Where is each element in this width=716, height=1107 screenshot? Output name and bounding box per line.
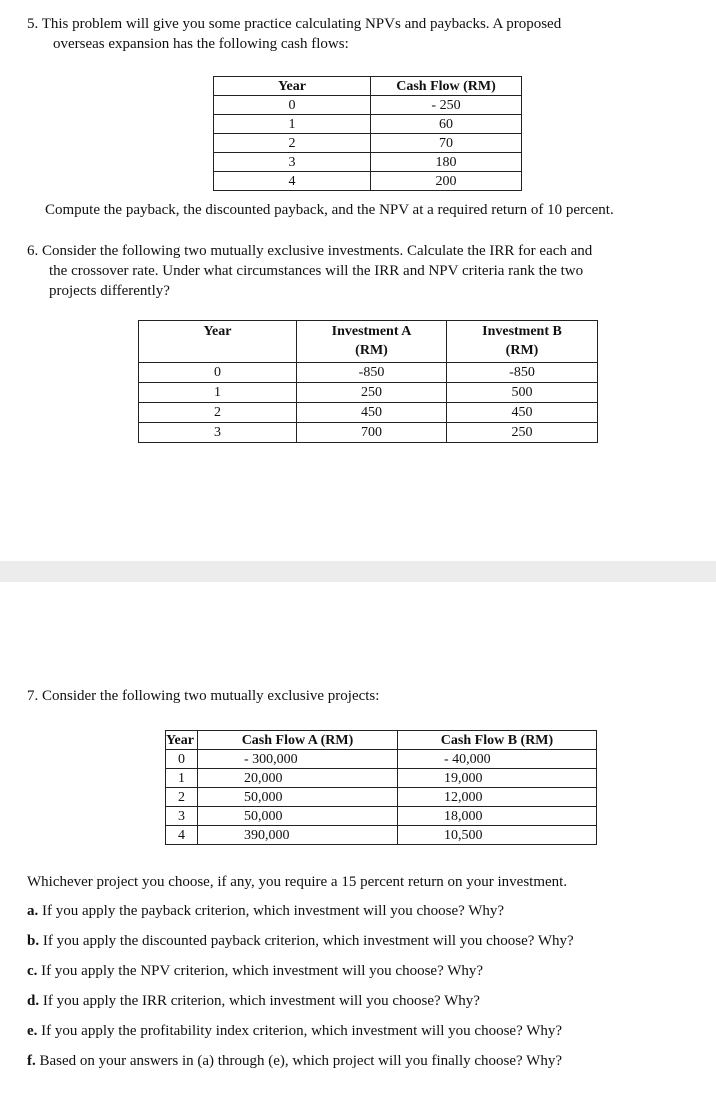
question-7-cash-flow-table xyxy=(165,730,597,845)
header-investment-a xyxy=(297,321,447,363)
table-row xyxy=(139,363,598,383)
investment-b-cell: 500 xyxy=(447,383,598,403)
cash-flow-b-cell: 12,000 xyxy=(398,788,597,807)
part-text: If you apply the discounted payback criterion, which investment will you choose? Why? xyxy=(42,933,574,949)
cash-flow-a-cell: 390,000 xyxy=(198,826,398,845)
question-5-cash-flow-table xyxy=(213,76,522,191)
part-letter: b. xyxy=(27,933,40,949)
year-cell: 1 xyxy=(214,115,371,134)
table-row xyxy=(166,769,597,788)
cash-flow-a-cell: - 300,000 xyxy=(198,750,398,769)
header-year: Year xyxy=(166,731,198,750)
table-header-row xyxy=(166,731,597,750)
table-header-row xyxy=(139,321,598,363)
year-cell: 2 xyxy=(166,788,198,807)
cash-flow-cell: 200 xyxy=(371,172,522,191)
question-6-investment-table xyxy=(138,320,598,443)
year-cell: 0 xyxy=(214,96,371,115)
header-investment-b-unit: (RM) xyxy=(505,343,539,358)
question-5-line-1: 5. This problem will give you some practice calculating NPVs and paybacks. A proposed xyxy=(27,16,562,32)
table-row xyxy=(214,96,522,115)
investment-b-cell: -850 xyxy=(447,363,598,383)
table-row xyxy=(166,750,597,769)
part-letter: a. xyxy=(27,903,39,919)
page-divider xyxy=(0,561,716,582)
year-cell: 4 xyxy=(214,172,371,191)
year-cell: 3 xyxy=(214,153,371,172)
cash-flow-cell: 180 xyxy=(371,153,522,172)
part-letter: f. xyxy=(27,1053,36,1069)
part-text: Based on your answers in (a) through (e), which project will you finally choose? Why? xyxy=(39,1053,562,1069)
table-row xyxy=(139,403,598,423)
part-letter: e. xyxy=(27,1023,38,1039)
part-text: If you apply the profitability index criterion, which investment will you choose? Why? xyxy=(41,1023,563,1039)
table-row xyxy=(214,172,522,191)
header-year-label: Year xyxy=(203,324,232,339)
year-cell: 4 xyxy=(166,826,198,845)
header-cash-flow: Cash Flow (RM) xyxy=(371,77,522,96)
cash-flow-cell: - 250 xyxy=(371,96,522,115)
cash-flow-b-cell: 18,000 xyxy=(398,807,597,826)
question-6-line-1: 6. Consider the following two mutually exclusive investments. Calculate the IRR for each and xyxy=(27,243,593,259)
question-7-part-c xyxy=(27,963,483,980)
cash-flow-cell: 60 xyxy=(371,115,522,134)
investment-a-cell: 700 xyxy=(297,423,447,443)
question-6-line-2: the crossover rate. Under what circumstances will the IRR and NPV criteria rank the two xyxy=(49,263,584,279)
cash-flow-b-cell: 19,000 xyxy=(398,769,597,788)
question-6-line-3: projects differently? xyxy=(49,283,170,299)
table-row xyxy=(139,423,598,443)
table-row xyxy=(214,134,522,153)
question-6-text xyxy=(27,241,697,301)
question-7-requirement: Whichever project you choose, if any, you require a 15 percent return on your investment. xyxy=(27,874,568,890)
cash-flow-a-cell: 50,000 xyxy=(198,788,398,807)
cash-flow-b-cell: 10,500 xyxy=(398,826,597,845)
part-text: If you apply the payback criterion, which investment will you choose? Why? xyxy=(42,903,505,919)
question-7-part-e xyxy=(27,1023,562,1040)
part-letter: d. xyxy=(27,993,40,1009)
year-cell: 3 xyxy=(166,807,198,826)
investment-b-cell: 250 xyxy=(447,423,598,443)
investment-a-cell: 450 xyxy=(297,403,447,423)
part-text: If you apply the IRR criterion, which investment will you choose? Why? xyxy=(42,993,480,1009)
header-investment-b-label: Investment B xyxy=(482,324,562,339)
question-5-text xyxy=(27,14,687,54)
header-year xyxy=(139,321,297,363)
question-7-part-d xyxy=(27,993,480,1010)
investment-a-cell: 250 xyxy=(297,383,447,403)
question-7-intro: 7. Consider the following two mutually exclusive projects: xyxy=(27,688,380,704)
header-cash-flow-a: Cash Flow A (RM) xyxy=(198,731,398,750)
table-row xyxy=(166,807,597,826)
table-row xyxy=(166,788,597,807)
header-investment-a-label: Investment A xyxy=(331,324,412,339)
cash-flow-cell: 70 xyxy=(371,134,522,153)
investment-b-cell: 450 xyxy=(447,403,598,423)
question-5-instruction: Compute the payback, the discounted payback, and the NPV at a required return of 10 percent. xyxy=(45,202,614,218)
year-cell: 2 xyxy=(139,403,297,423)
part-text: If you apply the NPV criterion, which investment will you choose? Why? xyxy=(41,963,484,979)
header-investment-b xyxy=(447,321,598,363)
header-investment-a-unit: (RM) xyxy=(355,343,388,358)
investment-a-cell: -850 xyxy=(297,363,447,383)
year-cell: 0 xyxy=(139,363,297,383)
year-cell: 0 xyxy=(166,750,198,769)
question-7-part-b xyxy=(27,933,574,950)
cash-flow-a-cell: 50,000 xyxy=(198,807,398,826)
question-7-part-a xyxy=(27,903,504,920)
table-row xyxy=(214,153,522,172)
header-cash-flow-b: Cash Flow B (RM) xyxy=(398,731,597,750)
year-cell: 3 xyxy=(139,423,297,443)
part-letter: c. xyxy=(27,963,38,979)
table-header-row xyxy=(214,77,522,96)
cash-flow-b-cell: - 40,000 xyxy=(398,750,597,769)
table-row xyxy=(166,826,597,845)
year-cell: 1 xyxy=(139,383,297,403)
year-cell: 2 xyxy=(214,134,371,153)
header-year: Year xyxy=(214,77,371,96)
question-5-line-2: overseas expansion has the following cash flows: xyxy=(53,36,349,52)
table-row xyxy=(139,383,598,403)
cash-flow-a-cell: 20,000 xyxy=(198,769,398,788)
question-7-part-f xyxy=(27,1053,562,1070)
table-row xyxy=(214,115,522,134)
year-cell: 1 xyxy=(166,769,198,788)
